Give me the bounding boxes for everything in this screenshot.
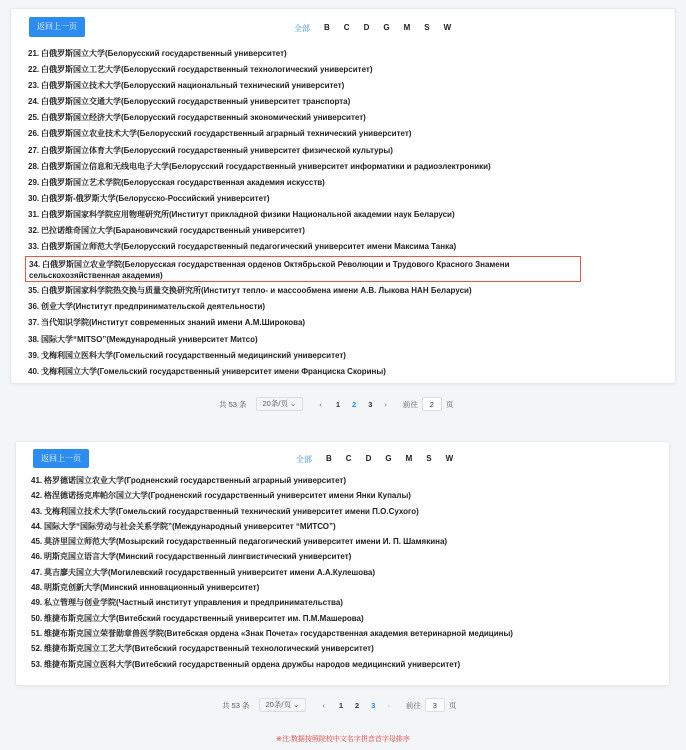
goto-unit: 页 (445, 399, 454, 409)
list-item[interactable]: 42. 格涅德诺扬克库帕尔国立大学(Гродненский государственный университет имени Янки Купалы) (31, 491, 411, 501)
back-button[interactable]: 返回上一页 (33, 449, 89, 468)
list-item[interactable]: 31. 白俄罗斯国家科学院应用物理研究所(Институт прикладной физики Национальной академии наук Беларуси) (28, 209, 455, 219)
page-3[interactable]: 3 (371, 700, 376, 710)
goto-unit: 页 (448, 700, 457, 710)
list-item[interactable]: 52. 维捷布斯克国立工艺大学(Витебский государственный технологический университет) (31, 644, 374, 654)
list-item[interactable]: 22. 白俄罗斯国立工艺大学(Белорусский государственный технологический университет) (28, 65, 373, 75)
list-item[interactable]: 23. 白俄罗斯国立技术大学(Белорусский национальный технический университет) (28, 81, 345, 91)
page-2[interactable]: 2 (352, 399, 357, 409)
page-2[interactable]: 2 (355, 700, 360, 710)
list-item[interactable]: 36. 创业大学(Институт предпринимательской деятельности) (28, 302, 266, 312)
letter-filter-b[interactable]: B (324, 23, 330, 32)
letter-filter-c[interactable]: C (343, 23, 350, 32)
panel-header (11, 9, 675, 31)
goto-label: 前往 (402, 399, 418, 409)
list-item[interactable]: 44. 国际大学“国际劳动与社会关系学院”(Международный университет “МИТСО”) (31, 521, 336, 531)
list-item[interactable]: 33. 白俄罗斯国立师范大学(Белорусский государственный педагогический университет имени Максима Танка) (28, 242, 457, 252)
sort-note: ※注:数据按照院校中文名字拼音首字母排序 (276, 736, 410, 743)
letter-filter-all[interactable]: 全部 (296, 455, 312, 464)
goto-label: 前往 (405, 700, 421, 710)
list-item[interactable]: 21. 白俄罗斯国立大学(Белорусский государственный университет) (28, 49, 287, 58)
list-item-highlighted[interactable]: 34. 白俄罗斯国立农业学院(Белорусская государственная орденов Октябрьской Революции и Трудового Красного Знамени сельскохозяйственная академия) (25, 256, 581, 282)
list-item[interactable]: 50. 维捷布斯克国立大学(Витебский государственный университет им. П.М.Машерова) (31, 613, 364, 623)
panel-header (16, 442, 669, 464)
list-item[interactable]: 41. 格罗德诺国立农业大学(Гродненский государственный аграрный университет) (31, 476, 347, 485)
list-item[interactable]: 43. 戈梅利国立技术大学(Гомельский государственный технический университет имени П.О.Сухого) (31, 506, 419, 516)
total-count: 共 53 条 (219, 399, 247, 409)
letter-filter-g[interactable]: G (385, 454, 392, 463)
list-item[interactable]: 49. 私立管理与创业学院(Частный институт управления и предпринимательства) (31, 598, 343, 608)
letter-filter-g[interactable]: G (383, 23, 390, 32)
list-item[interactable]: 46. 明斯克国立语言大学(Минский государственный лингвистический университет) (31, 552, 352, 562)
next-page-button[interactable]: › (387, 700, 390, 710)
list-item[interactable]: 32. 巴拉诺维奇国立大学(Барановичский государственный университет) (28, 226, 305, 236)
next-page-button[interactable]: › (384, 399, 387, 409)
list-item[interactable]: 27. 白俄罗斯国立体育大学(Белорусский государственный университет физической культуры) (28, 145, 393, 155)
list-item[interactable]: 25. 白俄罗斯国立经济大学(Белорусский государственный экономический университет) (28, 113, 366, 123)
letter-filter-c[interactable]: C (345, 454, 352, 463)
list-item[interactable]: 47. 莫吉廖夫国立大学(Могилевский государственный университет имени А.А.Кулешова) (31, 567, 376, 577)
letter-filter-all[interactable]: 全部 (294, 24, 310, 33)
prev-page-button[interactable]: ‹ (322, 700, 325, 710)
letter-filter-s[interactable]: S (424, 23, 430, 32)
chevron-down-icon: ⌄ (290, 399, 297, 408)
list-item[interactable]: 40. 戈梅利国立大学(Гомельский государственный университет имени Франциска Скорины) (28, 366, 386, 376)
list-item[interactable]: 35. 白俄罗斯国家科学院热交换与质量交换研究所(Институт тепло- и массообмена имени А.В. Лыкова НАН Беларуси) (28, 286, 472, 296)
letter-filter-m[interactable]: M (403, 23, 411, 32)
letter-filter-b[interactable]: B (326, 454, 332, 463)
letter-filter-w[interactable]: W (443, 23, 452, 32)
page-3[interactable]: 3 (368, 399, 373, 409)
list-item[interactable]: 37. 当代知识学院(Институт современных знаний имени А.М.Широкова) (28, 318, 306, 328)
list-item[interactable]: 26. 白俄罗斯国立农业技术大学(Белорусский государственный аграрный технический университет) (28, 129, 412, 139)
list-item[interactable]: 29. 白俄罗斯国立艺术学院(Белорусская государственная академия искусств) (28, 177, 325, 187)
pagination (219, 397, 453, 411)
list-item[interactable]: 48. 明斯克创新大学(Минский инновационный университет) (31, 583, 260, 593)
university-list (28, 46, 665, 380)
list-item[interactable]: 53. 维捷布斯克国立医科大学(Витебский государственный ордена дружбы народов медицинский университет) (31, 659, 461, 669)
pagination (222, 698, 456, 712)
page-size-select[interactable]: 20条/页 ⌄ (256, 397, 304, 411)
page-size-select[interactable]: 20条/页 ⌄ (259, 698, 307, 712)
list-item[interactable]: 38. 国际大学“MITSO”(Международный университет Митсо) (28, 334, 258, 344)
list-item[interactable]: 39. 戈梅利国立医科大学(Гомельский государственный медицинский университет) (28, 350, 346, 360)
page-1[interactable]: 1 (338, 700, 344, 710)
letter-filter-s[interactable]: S (426, 454, 432, 463)
list-item[interactable]: 51. 维捷布斯克国立荣誉勋章兽医学院(Витебская ордена «Знак Почета» государственная академия ветеринарной медицины) (31, 628, 513, 638)
list-item[interactable]: 28. 白俄罗斯国立信息和无线电电子大学(Белорусский государственный университет информатики и радиоэлектроники) (28, 161, 491, 171)
page-1[interactable]: 1 (335, 399, 341, 409)
goto-page-input[interactable] (422, 397, 442, 411)
letter-filter-w[interactable]: W (445, 454, 454, 463)
university-list (31, 473, 659, 672)
goto-page-input[interactable] (425, 698, 445, 712)
chevron-down-icon: ⌄ (293, 700, 300, 709)
letter-filter-d[interactable]: D (363, 23, 370, 32)
prev-page-button[interactable]: ‹ (319, 399, 322, 409)
letter-filter (296, 454, 467, 465)
letter-filter-m[interactable]: M (405, 454, 413, 463)
list-item[interactable]: 24. 白俄罗斯国立交通大学(Белорусский государственный университет транспорта) (28, 97, 351, 107)
letter-filter-d[interactable]: D (365, 454, 372, 463)
university-list-panel-1 (10, 8, 676, 384)
list-item[interactable]: 30. 白俄罗斯-俄罗斯大学(Белорусско-Российский университет) (28, 193, 270, 203)
list-item[interactable]: 45. 莫济里国立师范大学(Мозырский государственный педагогический университет имени И. П. Шамякина) (31, 537, 448, 547)
total-count: 共 53 条 (222, 700, 250, 710)
back-button[interactable]: 返回上一页 (29, 17, 85, 37)
university-list-panel-2 (15, 441, 670, 686)
letter-filter (294, 23, 465, 34)
